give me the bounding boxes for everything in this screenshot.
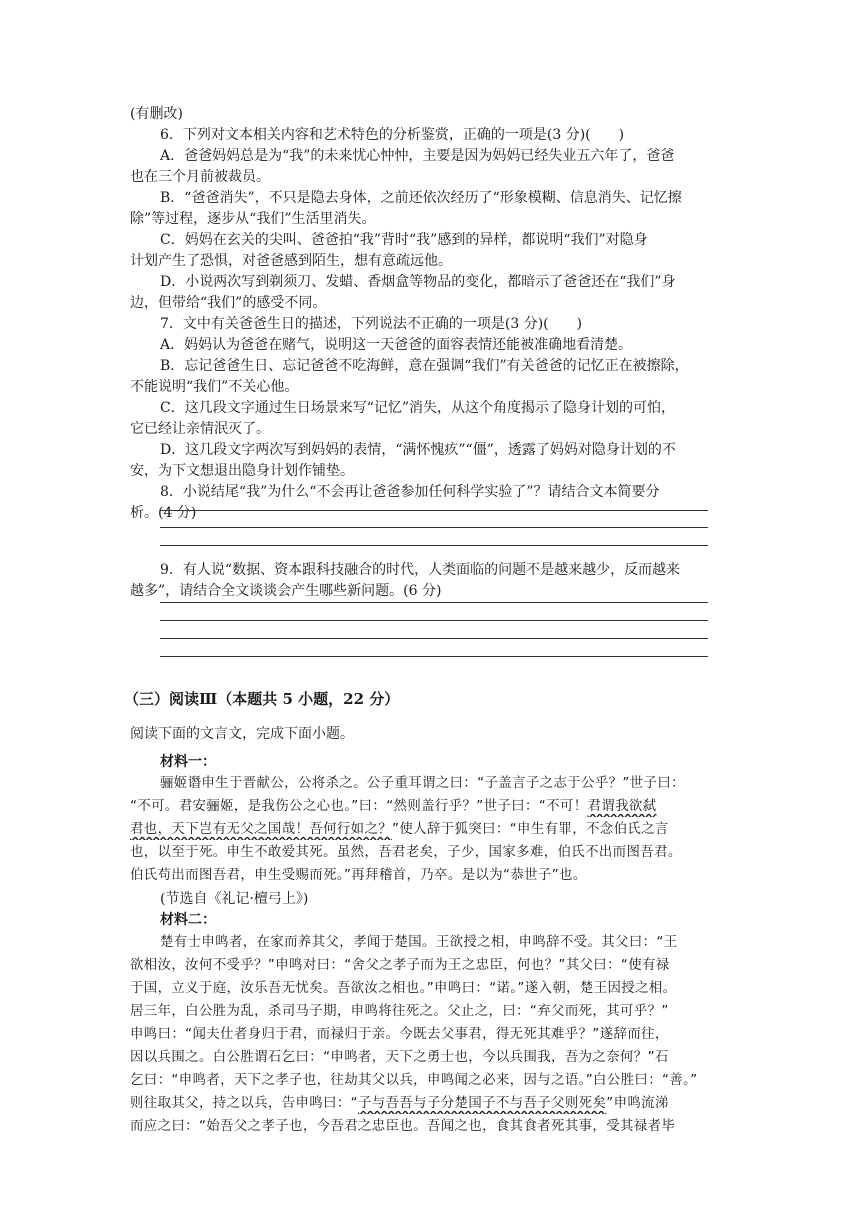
q7-option-c-cont: 它已经让亲情泯灭了。 [130, 421, 270, 437]
q7-option-c: C．这几段文字通过生日场景来写“记忆”消失，从这个角度揭示了隐身计划的可怕， [160, 400, 676, 416]
q9-answer-line-1[interactable] [160, 602, 708, 603]
q6-option-a: A．爸爸妈妈总是为“我”的未来忧心忡忡，主要是因为妈妈已经失业五六年了，爸爸 [160, 148, 675, 164]
q6-option-d: D．小说两次写到剃须刀、发蜡、香烟盒等物品的变化，都暗示了爸爸还在“我们”身 [160, 274, 676, 290]
material2-text: ”申鸣流涕 [606, 1096, 669, 1111]
material1-line: 骊姬谮申生于晋献公，公将杀之。公子重耳谓之曰：“子盖言子之志于公乎？”世子曰： [160, 776, 685, 791]
q8-stem: 8．小说结尾“我”为什么“不会再让爸爸参加任何科学实验了”？请结合文本简要分 [160, 484, 660, 500]
q9-answer-line-4[interactable] [160, 656, 708, 657]
q8-stem-cont: 析。(4 分) [130, 505, 197, 521]
q9-stem-cont: 越多”，请结合全文谈谈会产生哪些新问题。(6 分) [130, 583, 442, 599]
material1-text: ”使人辞于狐突曰：“申生有罪，不念伯氏之言 [392, 822, 669, 837]
q6-option-c-cont: 计划产生了恐惧，对爸爸感到陌生，想有意疏远他。 [130, 253, 452, 269]
material2-line: 因以兵围之。白公胜谓石乞曰：“申鸣者，天下之勇士也，今以兵围我，吾为之奈何？”石 [130, 1050, 669, 1065]
section-title: （三）阅读Ⅲ（本题共 5 小题，22 分） [124, 690, 400, 708]
q9-answer-line-2[interactable] [160, 620, 708, 621]
material2-line: 申鸣曰：“闻夫仕者身归于君，而禄归于亲。今既去父事君，得无死其难乎？”遂辞而往， [130, 1027, 669, 1042]
q7-stem: 7．文中有关爸爸生日的描述，下列说法不正确的一项是(3 分)( ) [160, 316, 583, 332]
material2-line: 居三年，白公胜为乱，杀司马子期，申鸣将往死之。父止之，曰：“弃父而死，其可乎？” [130, 1004, 669, 1019]
material1-underlined-text: 君谓我欲弑 [587, 799, 657, 814]
material2-underlined-text: 子与吾吾与子分楚国子不与吾子父则死矣 [358, 1096, 607, 1111]
material2-line: 而应之曰：“始吾父之孝子也，今吾君之忠臣也。吾闻之也，食其食者死其事，受其禄者毕 [130, 1119, 676, 1134]
material2-line [130, 1094, 732, 1114]
material1-label: 材料一： [160, 754, 216, 770]
q6-stem: 6．下列对文本相关内容和艺术特色的分析鉴赏，正确的一项是(3 分)( ) [160, 127, 625, 143]
material1-text: “不可。君安骊姬，是我伤公之心也。”曰：“然则盖行乎？”世子曰：“不可！ [130, 799, 588, 814]
q8-answer-line-3[interactable] [160, 545, 708, 546]
material1-line [130, 797, 732, 817]
section-instruction: 阅读下面的文言文，完成下面小题。 [130, 726, 354, 742]
material1-line [130, 820, 732, 840]
q7-option-b-cont: 不能说明“我们”不关心他。 [130, 379, 299, 395]
q7-option-a: A．妈妈认为爸爸在赌气，说明这一天爸爸的面容表情还能被准确地看清楚。 [160, 337, 633, 353]
q6-option-c: C．妈妈在玄关的尖叫、爸爸拍“我”背时“我”感到的异样，都说明“我们”对隐身 [160, 232, 648, 248]
q9-answer-line-3[interactable] [160, 638, 708, 639]
q6-option-b: B．“爸爸消失”，不只是隐去身体，之前还依次经历了“形象模糊、信息消失、记忆擦 [160, 190, 682, 206]
material2-line: 楚有士申鸣者，在家而养其父，孝闻于楚国。王欲授之相，申鸣辞不受。其父曰：“王 [160, 935, 678, 950]
q7-option-b: B．忘记爸爸生日、忘记爸爸不吃海鲜，意在强调“我们”有关爸爸的记忆正在被擦除， [160, 358, 689, 374]
q6-option-d-cont: 边，但带给“我们”的感受不同。 [130, 295, 327, 311]
q9-stem: 9．有人说“数据、资本跟科技融合的时代，人类面临的问题不是越来越少，反而越来 [160, 562, 681, 578]
material1-underlined-text: 君也，天下岂有无父之国哉！吾何行如之？ [130, 822, 393, 837]
note-deleted: (有删改) [130, 106, 183, 122]
material2-line: 于国，立义于庭，汝乐吾无忧矣。吾欲汝之相也。”申鸣曰：“诺。”遂入朝，楚王因授之相。 [130, 981, 677, 996]
q6-option-a-cont: 也在三个月前被裁员。 [130, 169, 270, 185]
material2-text: 则往取其父，持之以兵，告申鸣曰：“ [130, 1096, 358, 1111]
q8-answer-line-1[interactable] [160, 510, 708, 511]
material2-label: 材料二： [160, 912, 216, 928]
material1-line: 伯氏苟出而图吾君，申生受赐而死。”再拜稽首，乃卒。是以为“恭世子”也。 [130, 868, 587, 883]
material2-line: 乞曰：“申鸣者，天下之孝子也，往劫其父以兵，申鸣闻之必来，因与之语。”白公胜曰：“善。” [130, 1073, 698, 1088]
material2-line: 欲相汝，汝何不受乎？”申鸣对曰：“舍父之孝子而为王之忠臣，何也？”其父曰：“使有禄 [130, 958, 670, 973]
q8-answer-line-2[interactable] [160, 527, 708, 528]
material1-source: (节选自《礼记·檀弓上》) [160, 891, 309, 907]
q7-option-d-cont: 安，为下文想退出隐身计划作铺垫。 [130, 463, 354, 479]
material1-line: 也，以至于死。申生不敢爱其死。虽然，吾君老矣，子少，国家多难，伯氏不出而图吾君。 [130, 845, 682, 860]
q7-option-d: D．这几段文字两次写到妈妈的表情，“满怀愧疚”“僵”，透露了妈妈对隐身计划的不 [160, 442, 676, 458]
q6-option-b-cont: 除”等过程，逐步从“我们”生活里消失。 [130, 211, 376, 227]
